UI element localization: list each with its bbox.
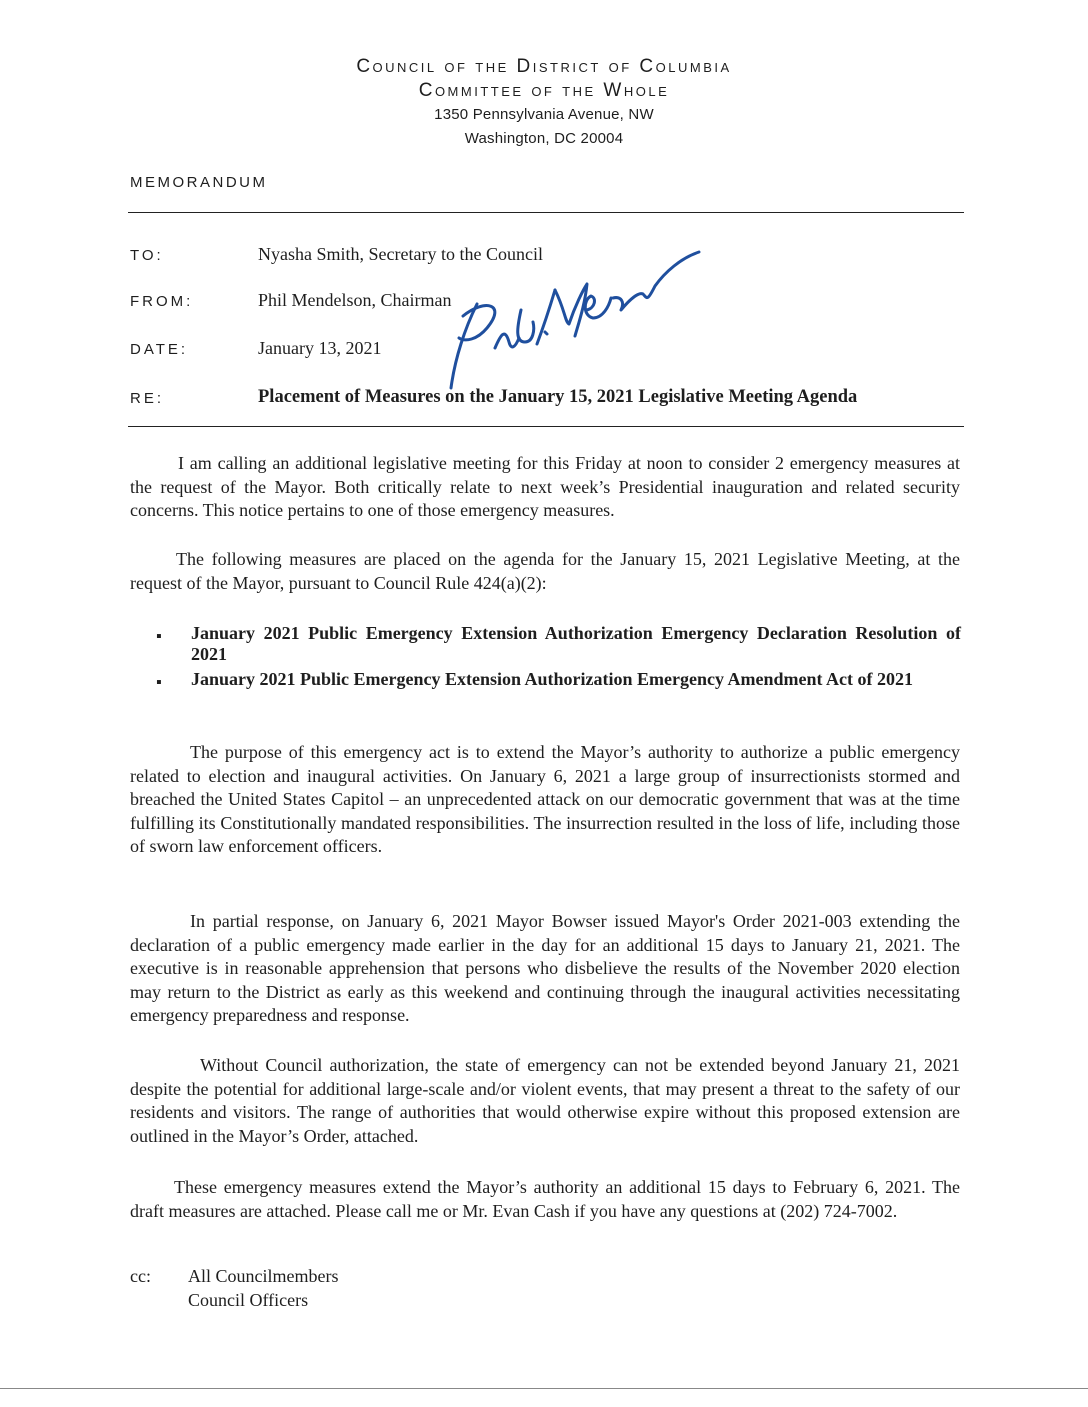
bullet-item-2: January 2021 Public Emergency Extension Authorization Emergency Amendment Act of 2021 xyxy=(191,669,913,689)
date-value: January 13, 2021 xyxy=(258,338,382,358)
letterhead-address-line2: Washington, DC 20004 xyxy=(464,130,624,147)
re-label: RE: xyxy=(130,390,165,407)
letterhead-address-line1: 1350 Pennsylvania Avenue, NW xyxy=(434,106,654,123)
bullet-marker: ▪ xyxy=(156,674,162,691)
letterhead-org: Council of the District of Columbia xyxy=(356,56,732,77)
letterhead-committee: Committee of the Whole xyxy=(418,80,670,101)
bullet-item-1: January 2021 Public Emergency Extension Authorization Emergency Declaration Resolution of 2021 xyxy=(191,623,961,664)
doc-type: MEMORANDUM xyxy=(130,174,268,191)
body-paragraph-4: In partial response, on January 6, 2021 Mayor Bowser issued Mayor's Order 2021-003 extending the declaration of a public emergency made earlier in the day for an additional 15 days to January 21, 2021. The executive is in reasonable apprehension that persons who disbelieve the results of the November 2020 election may return to the District as early as this weekend and continuing through the inaugural activities necessitating emergency preparedness and response. xyxy=(130,911,960,1025)
to-label: TO: xyxy=(130,247,164,264)
cc-label: cc: xyxy=(130,1266,151,1286)
footer-scan-line xyxy=(0,1388,1088,1389)
from-value: Phil Mendelson, Chairman xyxy=(258,290,452,310)
date-label: DATE: xyxy=(130,341,189,358)
body-paragraph-6: These emergency measures extend the Mayor’s authority an additional 15 days to February 6, 2021. The draft measures are attached. Please call me or Mr. Evan Cash if you have any questions at (202) 724-7002. xyxy=(130,1177,960,1221)
bullet-marker: ▪ xyxy=(156,628,162,645)
body-paragraph-3: The purpose of this emergency act is to extend the Mayor’s authority to authorize a public emergency related to election and inaugural activities. On January 6, 2021 a large group of insurrectionists stormed and breached the United States Capitol – an unprecedented attack on our democratic government that was at the time fulfilling its Constitutionally mandated responsibilities. The insurrection resulted in the loss of life, including those of sworn law enforcement officers. xyxy=(130,742,960,856)
signature-image xyxy=(425,238,705,398)
body-paragraph-2: The following measures are placed on the agenda for the January 15, 2021 Legislative Meeting, at the request of the Mayor, pursuant to Council Rule 424(a)(2): xyxy=(130,549,960,593)
from-label: FROM: xyxy=(130,293,194,310)
cc-recipient: Council Officers xyxy=(188,1290,309,1310)
body-paragraph-1: I am calling an additional legislative meeting for this Friday at noon to consider 2 emergency measures at the request of the Mayor. Both critically relate to next week’s Presidential inauguration and related security concerns. This notice pertains to one of those emergency measures. xyxy=(130,453,960,520)
header-rule-bottom xyxy=(128,426,964,427)
header-rule-top xyxy=(128,212,964,213)
re-value: Placement of Measures on the January 15, 2021 Legislative Meeting Agenda xyxy=(258,387,858,407)
to-value: Nyasha Smith, Secretary to the Council xyxy=(258,244,543,264)
cc-recipient: All Councilmembers xyxy=(188,1266,339,1286)
body-paragraph-5: Without Council authorization, the state of emergency can not be extended beyond January 21, 2021 despite the potential for additional large-scale and/or violent events, that may present a threat to the safety of our residents and visitors. The range of authorities that would otherwise expire without this proposed extension are outlined in the Mayor’s Order, attached. xyxy=(130,1055,960,1146)
